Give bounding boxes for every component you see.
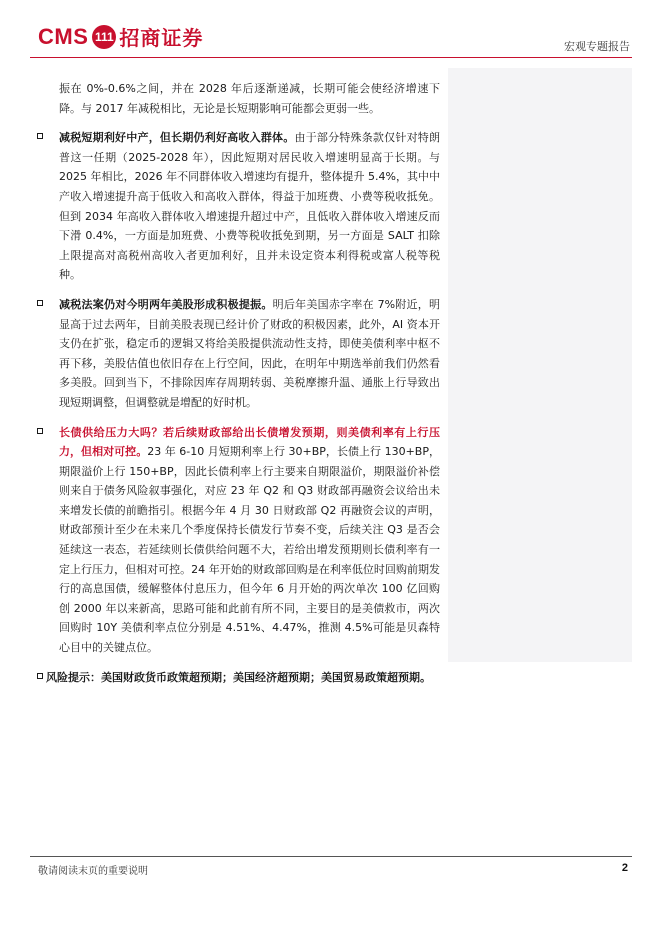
logo-emblem: 111 (92, 25, 116, 49)
header-divider (30, 57, 632, 58)
logo-cms-text: CMS (38, 23, 89, 49)
footer-divider (30, 856, 632, 857)
main-content (36, 68, 440, 697)
risk-warning-text: 风险提示：美国财政货币政策超预期；美国经济超预期；美国贸易政策超预期。 (46, 670, 431, 684)
square-bullet-icon (37, 673, 43, 679)
square-bullet-icon (37, 133, 43, 139)
bullet-item-us-equities (36, 295, 440, 413)
footer-disclaimer: 敬请阅读末页的重要说明 (38, 866, 148, 877)
sidebar-panel (448, 68, 632, 662)
square-bullet-icon (37, 428, 43, 434)
company-logo (38, 22, 203, 51)
bullet-heading: 减税短期利好中产，但长期仍利好高收入群体。 (59, 131, 295, 145)
bullet-text: 由于部分特殊条款仅针对特朗普这一任期（2025-2028 年），因此短期对居民收入增速明显高于长期。与 2025 年相比，2026 年不同群体收入增速均有提升，整体提升 5.4%，其中中产收入增速提升高于低收入和高收入群体，得益于加班费、小费等税收抵免。但到 2034 年高收入群体收入增速提升超过中产，且低收入群体收入增速反而下滑 0.4%，一方面是加班费、小费等税收抵免到期，另一方面是 SALT 扣除上限提高对高税州高收入者更加利好，且并未设定资本利得税或富人税等税种。 (59, 131, 440, 282)
bullet-paragraph (59, 295, 440, 413)
bullet-heading-highlight: 长债供给压力大吗？若后续财政部给出长债增发预期，则美债利率有上行压力，但相对可控。 (59, 425, 440, 459)
bullet-paragraph (59, 423, 440, 658)
page-header (0, 0, 662, 60)
bullet-text: 明后年美国赤字率在 7%附近，明显高于过去两年，目前美股表现已经计价了财政的积极因素，此外，AI 资本开支仍在扩张，稳定币的逻辑又将给美股提供流动性支持，即使美债利率中枢不再下移，美股估值也依旧存在上行空间，因此，在明年中期选举前我们仍然看多美股。回到当下，不排除因库存周期转弱、美税摩擦升温、通胀上行导致出现短期调整，但调整就是增配的好时机。 (59, 297, 441, 409)
bullet-text: 23 年 6-10 月短期利率上行 30+BP，长债上行 130+BP，期限溢价上行 150+BP，因此长债利率上行主要来自期限溢价，期限溢价补偿则来自于债务风险叙事强化，对应 23 年 Q2 和 Q3 财政部再融资会议给出未来增发长债的前瞻指引。根据今年 4 月 30 日财政部 Q2 再融资会议的声明，财政部预计至少在未来几个季度保持长债发行节奏不变，后续关注 Q3 是否会延续这一表态，若延续则长债供给问题不大，若给出增发预期则长债利率有一定上行压力，但相对可控。24 年开始的财政部回购是在利率低位时回购前期发行的高息国债，缓解整体付息压力，但今年 6 月开始的两次单次 100 亿回购创 2000 年以来新高，思路可能和此前有所不同，主要目的是美债救市，两次回购时 10Y 美债利率点位分别是 4.51%、4.47%，推测 4.5%可能是贝森特心目中的关键点位。 (59, 445, 440, 655)
bullet-item-long-bond-supply (36, 423, 440, 658)
bullet-item-tax-income (36, 128, 440, 285)
bullet-paragraph (59, 128, 440, 285)
bullet-heading: 减税法案仍对今明两年美股形成积极提振。 (59, 297, 273, 311)
page-number: 2 (621, 862, 628, 874)
report-type-label: 宏观专题报告 (564, 40, 630, 53)
risk-warning-item (36, 668, 440, 688)
square-bullet-icon (37, 300, 43, 306)
logo-chinese-name: 招商证券 (119, 26, 204, 50)
continuation-paragraph: 振在 0%-0.6%之间，并在 2028 年后逐渐递减，长期可能会使经济增速下降。与 2017 年减税相比，无论是长短期影响可能都会更弱一些。 (59, 82, 440, 115)
